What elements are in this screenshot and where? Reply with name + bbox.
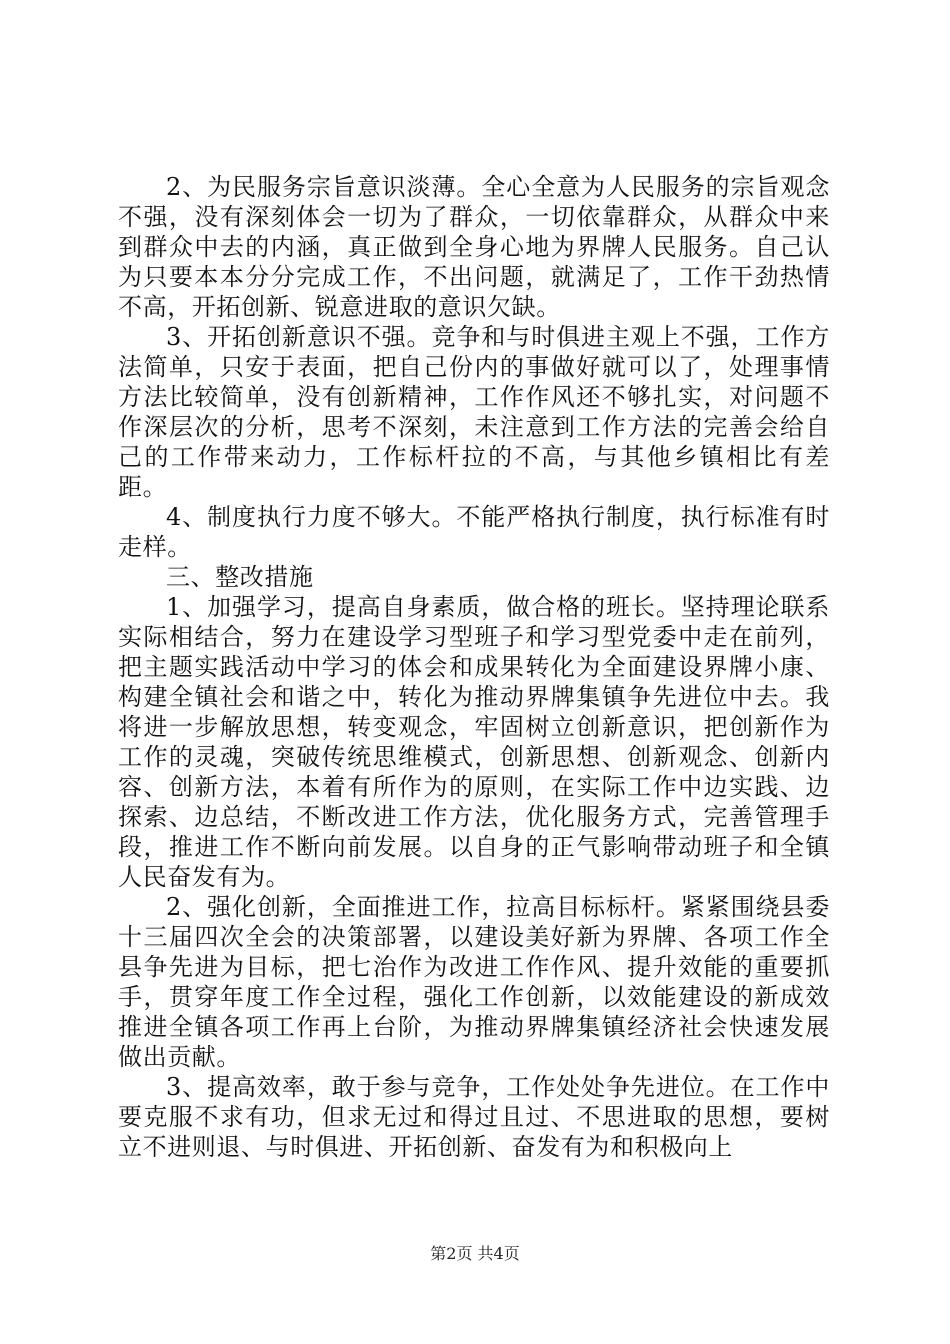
page-number-footer: 第2页 共4页 (430, 1244, 520, 1263)
paragraph-point-3-innovation-awareness: 3、开拓创新意识不强。竞争和与时俱进主观上不强，工作方法简单，只安于表面，把自己份内的事做好就可以了，处理事情方法比较简单，没有创新精神，工作作风还不够扎实，对问题不作深层次的分析，思考不深刻，未注意到工作方法的完善会给自己的工作带来动力，工作标杆拉的不高，与其他乡镇相比有差距。 (118, 323, 830, 501)
paragraph-measure-3-improve-efficiency: 3、提高效率，敢于参与竞争，工作处处争先进位。在工作中要克服不求有功，但求无过和得过且过、不思进取的思想，要树立不进则退、与时俱进、开拓创新、奋发有为和积极向上 (118, 1073, 830, 1161)
paragraph-point-4-system-execution: 4、制度执行力度不够大。不能严格执行制度，执行标准有时走样。 (118, 503, 830, 561)
paragraph-measure-1-strengthen-learning: 1、加强学习，提高自身素质，做合格的班长。坚持理论联系实际相结合，努力在建设学习型班子和学习型党委中走在前列，把主题实践活动中学习的体会和成果转化为全面建设界牌小康、构建全镇社会和谐之中，转化为推动界牌集镇争先进位中去。我将进一步解放思想，转变观念，牢固树立创新意识，把创新作为工作的灵魂，突破传统思维模式，创新思想、创新观念、创新内容、创新方法，本着有所作为的原则，在实际工作中边实践、边探索、边总结，不断改进工作方法，优化服务方式，完善管理手段，推进工作不断向前发展。以自身的正气影响带动班子和全镇人民奋发有为。 (118, 593, 830, 891)
document-body (118, 172, 830, 1162)
section-heading-rectification-measures: 三、整改措施 (166, 563, 314, 591)
paragraph-measure-2-strengthen-innovation: 2、强化创新，全面推进工作，拉高目标标杆。紧紧围绕县委十三届四次全会的决策部署，以建设美好新为界牌、各项工作全县争先进为目标，把七治作为改进工作作风、提升效能的重要抓手，贯穿年度工作全过程，强化工作创新，以效能建设的新成效推进全镇各项工作再上台阶，为推动界牌集镇经济社会快速发展做出贡献。 (118, 893, 830, 1071)
paragraph-point-2-service-awareness: 2、为民服务宗旨意识淡薄。全心全意为人民服务的宗旨观念不强，没有深刻体会一切为了群众，一切依靠群众，从群众中来到群众中去的内涵，真正做到全身心地为界牌人民服务。自己认为只要本本分分完成工作，不出问题，就满足了，工作干劲热情不高，开拓创新、锐意进取的意识欠缺。 (118, 173, 830, 321)
